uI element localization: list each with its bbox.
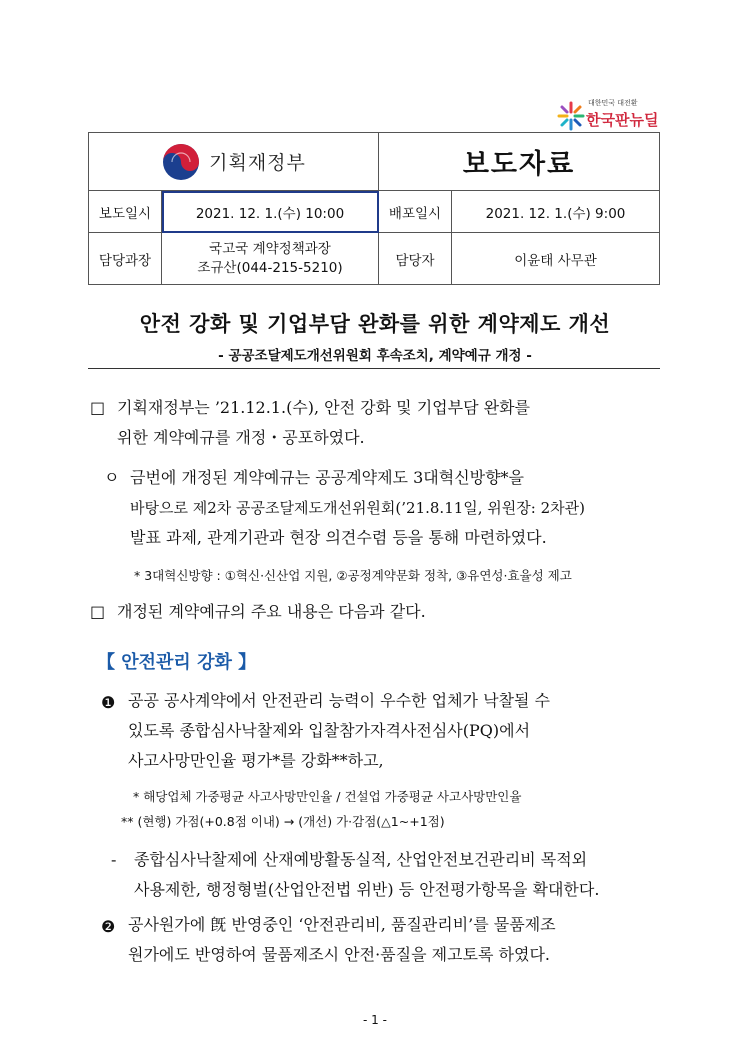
item-1-line-2: 있도록 종합심사낙찰제와 입찰참가자격사전심사(PQ)에서: [128, 721, 531, 740]
dash-item-line-1: 종합심사낙찰제에 산재예방활동실적, 산업안전보건관리비 목적외: [134, 850, 588, 869]
circle-bullet: ㅇ: [104, 468, 120, 487]
dash-item-line-2: 사용제한, 행정형벌(산업안전법 위반) 등 안전평가항목을 확대한다.: [134, 880, 600, 899]
manager-label: 담당과장: [89, 233, 162, 285]
paragraph-1: [117, 393, 662, 453]
paragraph-2-line-1: 금번에 개정된 계약예규는 공공계약제도 3대혁신방향*을: [130, 468, 525, 487]
paragraph-1-line-1: 기획재정부는 ’21.12.1.(수), 안전 강화 및 기업부담 완화를: [117, 398, 530, 417]
doc-type-cell: [379, 133, 660, 191]
footnote-2: * 해당업체 가중평균 사고사망만인율 / 건설업 가중평균 사고사망만인율: [133, 789, 522, 804]
paragraph-2-line-2: 바탕으로 제2차 공공조달제도개선위원회(’21.8.11일, 위원장: 2차관): [130, 499, 585, 517]
press-release-header-table: [88, 132, 660, 285]
government-emblem-icon: [161, 142, 201, 182]
paragraph-2-line-3: 발표 과제, 관계기관과 현장 의견수렴 등을 통해 마련하였다.: [130, 528, 547, 547]
item-1-line-3: 사고사망만인율 평가*를 강화**하고,: [128, 751, 384, 770]
item-2: [128, 910, 662, 970]
release-date-label: 보도일시: [89, 191, 162, 233]
paragraph-2: [130, 463, 662, 553]
distribution-date-value: 2021. 12. 1.(수) 9:00: [452, 191, 660, 233]
footnote-1: * 3대혁신방향 : ①혁신·신산업 지원, ②공정계약문화 정착, ③유연성·효율성 제고: [134, 568, 572, 583]
item-2-line-1: 공사원가에 旣 반영중인 ‘안전관리비, 품질관리비’를 물품제조: [128, 915, 556, 934]
manager-dept: 국고국 계약정책과장: [209, 240, 331, 257]
title-divider: [88, 368, 660, 369]
staff-value: 이윤태 사무관: [452, 233, 660, 285]
footnote-3: ** (현행) 가점(+0.8점 이내) → (개선) 가·감점(△1~+1점): [121, 814, 445, 829]
number-bullet-1: ❶: [101, 693, 116, 712]
dash-bullet: -: [111, 850, 117, 869]
paragraph-1-line-2: 위한 계약예규를 개정・공포하였다.: [117, 428, 365, 447]
logo-tagline: 대한민국 대전환: [588, 99, 638, 107]
korean-new-deal-logo: [556, 98, 662, 132]
doc-type-title: 보도자료: [462, 149, 576, 180]
page-subtitle: - 공공조달제도개선위원회 후속조치, 계약예규 개정 -: [218, 348, 532, 364]
number-bullet-2: ❷: [101, 917, 116, 936]
page-title: 안전 강화 및 기업부담 완화를 위한 계약제도 개선: [139, 312, 611, 336]
dash-item: [134, 845, 662, 905]
section-heading: 【 안전관리 강화 】: [97, 652, 257, 673]
ministry-cell: [89, 133, 379, 191]
box-marker: □: [90, 398, 106, 417]
manager-contact: 조규산(044-215-5210): [197, 259, 343, 276]
page-number: - 1 -: [363, 1013, 387, 1027]
release-date-value: 2021. 12. 1.(수) 10:00: [162, 191, 379, 233]
box-bullet-2: □: [90, 602, 106, 621]
paragraph-3: 개정된 계약예규의 주요 내용은 다음과 같다.: [117, 602, 426, 621]
new-deal-star-icon: [556, 100, 586, 132]
manager-value: [162, 233, 379, 285]
item-2-line-2: 원가에도 반영하여 물품제조시 안전·품질을 제고토록 하였다.: [128, 945, 551, 964]
item-1-line-1: 공공 공사계약에서 안전관리 능력이 우수한 업체가 낙찰될 수: [128, 691, 551, 710]
box-bullet-1: [90, 393, 105, 423]
staff-label: 담당자: [379, 233, 452, 285]
item-1: [128, 686, 662, 776]
distribution-date-label: 배포일시: [379, 191, 452, 233]
ministry-name: 기획재정부: [209, 152, 306, 174]
logo-name: 한국판뉴딜: [586, 111, 659, 129]
